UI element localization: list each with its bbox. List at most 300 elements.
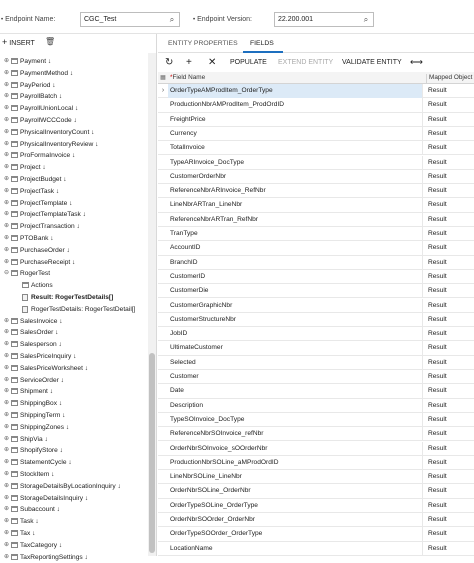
field-name-cell[interactable]: CustomerOrderNbr xyxy=(168,170,423,184)
mapped-object-cell[interactable]: Result xyxy=(428,387,447,395)
table-row[interactable] xyxy=(158,198,474,212)
field-name-cell[interactable]: Date xyxy=(168,384,423,398)
table-row[interactable] xyxy=(158,442,474,456)
tree-item[interactable] xyxy=(0,327,148,339)
table-row[interactable] xyxy=(158,399,474,413)
field-name-cell[interactable]: OrderTypeAMProdItem_OrderType xyxy=(168,84,423,98)
folder-icon xyxy=(11,152,18,158)
tree-item[interactable] xyxy=(0,481,148,493)
mapped-object-cell[interactable]: Result xyxy=(428,215,447,223)
row-selector[interactable] xyxy=(158,513,168,527)
table-row[interactable] xyxy=(158,127,474,141)
expand-icon[interactable]: ⊕ xyxy=(4,494,10,501)
collapse-icon[interactable]: ⊖ xyxy=(4,270,10,277)
tree-item-label: PayrollUnionLocal ↓ xyxy=(20,105,79,113)
tree-item-label: Result: RogerTestDetails[] xyxy=(31,294,114,301)
tree-item-label: PhysicalInventoryCount ↓ xyxy=(20,128,95,136)
tree-item-label: StorageDetailsInquiry ↓ xyxy=(20,494,89,502)
mapped-object-cell[interactable]: Result xyxy=(428,544,447,552)
row-selector[interactable] xyxy=(158,184,168,198)
tree-item-label: RogerTest xyxy=(20,270,51,278)
mapped-object-cell[interactable]: Result xyxy=(428,230,447,237)
field-name-cell[interactable]: ReferenceNbrARInvoice_RefNbr xyxy=(168,184,423,198)
tree-item-label: SalesOrder ↓ xyxy=(20,329,59,337)
table-row[interactable] xyxy=(158,484,474,498)
tree-item[interactable] xyxy=(0,516,148,528)
expand-icon[interactable]: ⊕ xyxy=(4,553,10,560)
expand-icon[interactable]: ⊕ xyxy=(4,471,10,477)
mapped-object-cell[interactable]: Result xyxy=(428,172,447,180)
expand-icon[interactable]: ⊕ xyxy=(4,400,10,407)
row-selector[interactable] xyxy=(158,256,168,270)
expand-icon[interactable]: ⊕ xyxy=(4,530,10,536)
table-row[interactable] xyxy=(158,241,474,255)
folder-icon xyxy=(11,506,18,512)
required-mark: • xyxy=(193,17,196,23)
tree-child-item[interactable] xyxy=(0,280,148,292)
tree-toolbar xyxy=(0,34,157,52)
field-name-cell[interactable]: LineNbrARTran_LineNbr xyxy=(168,198,423,212)
expand-icon[interactable]: ⊕ xyxy=(4,482,10,489)
folder-icon xyxy=(11,176,18,182)
field-name-cell[interactable]: ProductionNbrSOLine_aMProdOrdID xyxy=(168,456,423,470)
field-name-cell[interactable]: OrderNbrSOOrder_OrderNbr xyxy=(168,513,423,527)
expand-icon[interactable]: ⊕ xyxy=(4,81,10,88)
tree-item-label: PurchaseReceipt ↓ xyxy=(20,258,76,266)
field-name-cell[interactable]: ReferenceNbrARTran_RefNbr xyxy=(168,213,423,227)
plus-icon: + xyxy=(2,37,8,47)
entity-tree-panel xyxy=(0,34,157,561)
mapped-object-cell[interactable]: Result xyxy=(428,187,447,195)
endpoint-version-field[interactable] xyxy=(274,12,374,27)
folder-icon xyxy=(11,318,18,324)
active-row-marker[interactable]: › xyxy=(161,87,165,94)
table-row[interactable] xyxy=(158,184,474,198)
folder-icon xyxy=(11,353,18,359)
row-selector[interactable] xyxy=(158,313,168,327)
tree-item-label: PayrollBatch ↓ xyxy=(20,93,63,101)
table-row[interactable] xyxy=(158,299,474,313)
row-selector[interactable] xyxy=(158,270,168,284)
grid-header xyxy=(158,72,474,84)
expand-icon[interactable]: ⊕ xyxy=(4,93,10,100)
tree-item-label: Shipment ↓ xyxy=(20,388,53,396)
tree-item[interactable] xyxy=(0,316,148,328)
table-row[interactable] xyxy=(158,427,474,441)
mapped-object-cell[interactable]: Result xyxy=(428,516,447,523)
folder-icon xyxy=(11,483,18,489)
expand-icon[interactable]: ⊕ xyxy=(4,223,10,230)
folder-icon xyxy=(11,259,18,265)
field-name-cell[interactable]: TypeSOInvoice_DocType xyxy=(168,413,423,427)
tree-item[interactable] xyxy=(0,209,148,221)
tree-item[interactable] xyxy=(0,552,148,563)
row-selector[interactable] xyxy=(158,356,168,370)
row-selector[interactable] xyxy=(158,113,168,127)
field-name-cell[interactable]: LineNbrSOLine_LineNbr xyxy=(168,470,423,484)
tree-item[interactable] xyxy=(0,103,148,115)
tree-child-item[interactable] xyxy=(0,292,148,304)
tree-item[interactable] xyxy=(0,386,148,398)
tree-item[interactable] xyxy=(0,257,148,269)
folder-icon xyxy=(11,341,18,347)
endpoint-version-value: 22.200.001 xyxy=(278,16,314,23)
table-row[interactable] xyxy=(158,456,474,470)
field-name-cell[interactable]: CustomerID xyxy=(168,270,423,284)
row-selector[interactable] xyxy=(158,527,168,541)
tree-item[interactable] xyxy=(0,351,148,363)
folder-icon xyxy=(11,412,18,418)
field-name-cell[interactable]: ReferenceNbrSOInvoice_refNbr xyxy=(168,427,423,441)
tree-item[interactable] xyxy=(0,504,148,516)
table-row[interactable] xyxy=(158,470,474,484)
tree-item[interactable] xyxy=(0,174,148,186)
folder-icon xyxy=(11,436,18,442)
mapped-object-cell[interactable]: Result xyxy=(428,201,447,209)
tree-item-label: ShippingTerm ↓ xyxy=(20,412,66,419)
mapped-object-cell[interactable]: Result xyxy=(428,287,447,295)
mapped-object-cell[interactable]: Result xyxy=(428,401,447,409)
mapped-object-cell[interactable]: Result xyxy=(428,315,447,323)
row-selector[interactable] xyxy=(158,170,168,184)
expand-icon[interactable]: ⊕ xyxy=(4,317,10,324)
expand-icon[interactable]: ⊕ xyxy=(4,376,10,383)
tree-item[interactable] xyxy=(0,339,148,351)
expand-icon[interactable]: ⊕ xyxy=(4,246,10,253)
endpoint-name-field[interactable] xyxy=(80,12,180,27)
folder-icon xyxy=(11,377,18,383)
tree-item[interactable] xyxy=(0,186,148,198)
field-name-cell[interactable]: OrderTypeSOLine_OrderType xyxy=(168,499,423,513)
table-row[interactable] xyxy=(158,341,474,355)
expand-icon[interactable]: ⊕ xyxy=(4,140,10,147)
folder-icon xyxy=(11,270,18,276)
row-selector[interactable] xyxy=(158,399,168,413)
field-name-cell[interactable]: AccountID xyxy=(168,241,423,255)
mapped-object-cell[interactable]: Result xyxy=(428,358,447,366)
field-name-cell[interactable]: TotalInvoice xyxy=(168,141,423,155)
expand-icon[interactable]: ⊕ xyxy=(4,388,10,395)
expand-icon[interactable]: ⊕ xyxy=(4,199,10,206)
folder-icon xyxy=(11,329,18,335)
search-icon[interactable]: ⌕ xyxy=(363,15,369,24)
extend-entity-button[interactable]: EXTEND ENTITY xyxy=(278,59,334,66)
insert-button[interactable] xyxy=(2,37,35,47)
expand-icon[interactable]: ⊕ xyxy=(4,459,10,466)
table-row[interactable] xyxy=(158,284,474,298)
mapped-object-cell[interactable]: Result xyxy=(428,258,447,266)
table-row[interactable] xyxy=(158,542,474,556)
table-row[interactable] xyxy=(158,356,474,370)
mapped-object-cell[interactable]: Result xyxy=(428,373,447,380)
tree-item[interactable] xyxy=(0,422,148,434)
tree-item[interactable] xyxy=(0,375,148,387)
row-selector[interactable] xyxy=(158,456,168,470)
expand-icon[interactable]: ⊕ xyxy=(4,541,10,548)
table-row[interactable] xyxy=(158,113,474,127)
add-icon[interactable]: + xyxy=(186,57,192,68)
tree-item[interactable] xyxy=(0,198,148,210)
mapped-object-cell[interactable]: Result xyxy=(428,87,447,94)
expand-icon[interactable]: ⊕ xyxy=(4,117,10,123)
field-name-cell[interactable]: Customer xyxy=(168,370,423,384)
field-name-cell[interactable]: Currency xyxy=(168,127,423,141)
tree-item-label: ProjectBudget ↓ xyxy=(20,176,67,183)
expand-icon[interactable]: ⊕ xyxy=(4,258,10,265)
expand-icon[interactable]: ⊕ xyxy=(4,447,10,454)
expand-icon[interactable]: ⊕ xyxy=(4,235,10,241)
grid-menu-icon[interactable]: ▦ xyxy=(160,75,166,81)
tree-item[interactable] xyxy=(0,469,148,481)
tree-item[interactable] xyxy=(0,434,148,446)
field-name-cell[interactable]: Description xyxy=(168,399,423,413)
field-name-cell[interactable]: BranchID xyxy=(168,256,423,270)
tab-bar xyxy=(158,34,474,53)
field-name-cell[interactable]: TypeARInvoice_DocType xyxy=(168,156,423,170)
field-name-header[interactable] xyxy=(170,74,205,81)
table-row[interactable] xyxy=(158,527,474,541)
expand-icon[interactable]: ⊕ xyxy=(4,329,10,336)
row-selector[interactable] xyxy=(158,327,168,341)
expand-icon[interactable]: ⊕ xyxy=(4,211,10,218)
expand-icon[interactable]: ⊕ xyxy=(4,164,10,171)
field-name-header-label: Field Name xyxy=(172,74,206,81)
tree-item[interactable] xyxy=(0,540,148,552)
mapped-object-cell[interactable]: Result xyxy=(428,129,447,137)
expand-icon[interactable]: ⊕ xyxy=(4,353,10,359)
tree-item-label: PayrollWCCCode ↓ xyxy=(20,117,77,124)
table-row[interactable] xyxy=(158,370,474,384)
folder-icon xyxy=(11,424,18,430)
expand-icon[interactable]: ⊕ xyxy=(4,423,10,430)
tree-item[interactable] xyxy=(0,162,148,174)
mapped-object-cell[interactable]: Result xyxy=(428,458,447,466)
row-selector[interactable] xyxy=(158,384,168,398)
row-selector[interactable] xyxy=(158,227,168,241)
row-selector[interactable] xyxy=(158,370,168,384)
expand-icon[interactable]: ⊕ xyxy=(4,128,10,135)
table-row[interactable] xyxy=(158,213,474,227)
field-name-cell[interactable]: JobID xyxy=(168,327,423,341)
endpoint-name-label-text: Endpoint Name: xyxy=(5,16,56,23)
tree-item[interactable] xyxy=(0,233,148,245)
field-name-cell[interactable]: OrderTypeSOOrder_OrderType xyxy=(168,527,423,541)
tree-item[interactable] xyxy=(0,363,148,375)
folder-icon xyxy=(11,188,18,194)
mapped-object-cell[interactable]: Result xyxy=(428,244,447,252)
folder-icon xyxy=(11,93,18,99)
mapped-object-cell[interactable]: Result xyxy=(428,444,447,452)
folder-icon xyxy=(11,235,18,241)
expand-icon[interactable]: ⊕ xyxy=(4,152,10,159)
mapped-object-cell[interactable]: Result xyxy=(428,501,447,509)
tree-item[interactable] xyxy=(0,457,148,469)
mapped-object-cell[interactable]: Result xyxy=(428,158,447,166)
row-selector[interactable] xyxy=(158,284,168,298)
tree-item[interactable] xyxy=(0,221,148,233)
row-selector[interactable] xyxy=(158,198,168,212)
tree-item[interactable] xyxy=(0,528,148,540)
tree-item[interactable] xyxy=(0,150,148,162)
row-selector[interactable] xyxy=(158,542,168,556)
tree-item-label: SalesPriceWorksheet ↓ xyxy=(20,364,89,372)
tab-fields[interactable]: FIELDS xyxy=(250,40,274,47)
expand-icon[interactable]: ⊕ xyxy=(4,518,10,525)
mapped-object-header[interactable]: Mapped Object xyxy=(426,74,472,84)
row-selector[interactable] xyxy=(158,484,168,498)
table-row[interactable] xyxy=(158,513,474,527)
tree-item-label: PayPeriod ↓ xyxy=(20,81,56,89)
tree-item[interactable] xyxy=(0,493,148,505)
field-name-cell[interactable]: Selected xyxy=(168,356,423,370)
tree-item[interactable] xyxy=(0,245,148,257)
folder-icon xyxy=(11,471,18,477)
tree-item-label: ProjectTemplateTask ↓ xyxy=(20,211,86,219)
table-row[interactable] xyxy=(158,227,474,241)
row-selector[interactable] xyxy=(158,427,168,441)
tree-item[interactable] xyxy=(0,115,148,127)
expand-icon[interactable]: ⊕ xyxy=(4,187,10,194)
tree-item[interactable] xyxy=(0,139,148,151)
refresh-icon[interactable]: ↻ xyxy=(165,57,174,68)
expand-icon[interactable]: ⊕ xyxy=(4,58,10,64)
row-selector[interactable] xyxy=(158,241,168,255)
table-row[interactable] xyxy=(158,327,474,341)
row-selector[interactable] xyxy=(158,341,168,355)
row-selector[interactable] xyxy=(158,442,168,456)
tree-scrollbar-thumb[interactable] xyxy=(149,353,155,553)
field-name-cell[interactable]: CustomerStructureNbr xyxy=(168,313,423,327)
tree-item-label: RogerTestDetails: RogerTestDetail[] xyxy=(31,305,136,313)
row-selector[interactable] xyxy=(158,413,168,427)
tree-item[interactable] xyxy=(0,80,148,92)
trash-icon[interactable]: 🗑 xyxy=(45,37,56,46)
table-row[interactable] xyxy=(158,141,474,155)
expand-icon[interactable]: ⊕ xyxy=(4,176,10,182)
mapped-object-cell[interactable]: Result xyxy=(428,330,447,338)
folder-icon xyxy=(11,58,18,64)
folder-icon xyxy=(11,223,18,229)
folder-icon xyxy=(11,388,18,394)
row-selector[interactable] xyxy=(158,141,168,155)
tree-item-label: ProFormaInvoice ↓ xyxy=(20,152,76,160)
folder-icon xyxy=(11,70,18,76)
field-name-cell[interactable]: ProductionNbrAMProdItem_ProdOrdID xyxy=(168,98,423,112)
table-row[interactable] xyxy=(158,84,474,98)
expand-icon[interactable]: ⊕ xyxy=(4,341,10,348)
table-row[interactable] xyxy=(158,270,474,284)
field-name-cell[interactable]: UltimateCustomer xyxy=(168,341,423,355)
tree-item[interactable] xyxy=(0,127,148,139)
field-name-cell[interactable]: OrderNbrSOLine_OrderNbr xyxy=(168,484,423,498)
required-mark: • xyxy=(1,17,4,23)
row-selector[interactable] xyxy=(158,98,168,112)
expand-icon[interactable]: ⊕ xyxy=(4,412,10,418)
tree-item-label: StorageDetailsByLocationInquiry ↓ xyxy=(20,482,121,490)
tree-item[interactable] xyxy=(0,268,148,280)
row-selector[interactable] xyxy=(158,213,168,227)
tree-item[interactable] xyxy=(0,56,148,68)
tree-item[interactable] xyxy=(0,68,148,80)
field-name-cell[interactable]: FreightPrice xyxy=(168,113,423,127)
tree-item[interactable] xyxy=(0,91,148,103)
field-name-cell[interactable]: CustomerDie xyxy=(168,284,423,298)
field-name-cell[interactable]: CustomerGraphicNbr xyxy=(168,299,423,313)
field-name-cell[interactable]: OrderNbrSOInvoice_sOOrderNbr xyxy=(168,442,423,456)
mapped-object-cell[interactable]: Result xyxy=(428,101,447,109)
tree-item-label: Tax ↓ xyxy=(20,530,36,537)
field-name-cell[interactable]: TranType xyxy=(168,227,423,241)
mapped-object-cell[interactable]: Result xyxy=(428,144,447,152)
collection-icon xyxy=(22,294,28,301)
mapped-object-cell[interactable]: Result xyxy=(428,473,447,481)
table-row[interactable] xyxy=(158,413,474,427)
table-row[interactable] xyxy=(158,313,474,327)
mapped-object-cell[interactable]: Result xyxy=(428,430,447,438)
expand-icon[interactable]: ⊕ xyxy=(4,506,10,513)
mapped-object-cell[interactable]: Result xyxy=(428,530,447,538)
mapped-object-cell[interactable]: Result xyxy=(428,115,447,123)
table-row[interactable] xyxy=(158,384,474,398)
table-row[interactable] xyxy=(158,256,474,270)
expand-icon[interactable]: ⊕ xyxy=(4,105,10,112)
folder-icon xyxy=(11,400,18,406)
mapped-object-cell[interactable]: Result xyxy=(428,487,447,495)
tree-item-label: Payment ↓ xyxy=(20,58,52,65)
table-row[interactable] xyxy=(158,499,474,513)
close-icon[interactable]: ✕ xyxy=(208,57,217,68)
mapped-object-cell[interactable]: Result xyxy=(428,301,447,309)
field-name-cell[interactable]: LocationName xyxy=(168,542,423,556)
tree-item[interactable] xyxy=(0,410,148,422)
tree-item-label: ProjectTask ↓ xyxy=(20,187,60,195)
tree-child-item[interactable] xyxy=(0,304,148,316)
tree-item-label: TaxCategory ↓ xyxy=(20,541,63,549)
tree-item[interactable] xyxy=(0,398,148,410)
expand-icon[interactable]: ⊕ xyxy=(4,69,10,76)
fit-columns-icon[interactable]: ⟷ xyxy=(410,57,423,67)
row-selector[interactable] xyxy=(158,470,168,484)
populate-button[interactable]: POPULATE xyxy=(230,59,267,66)
folder-icon xyxy=(11,82,18,88)
search-icon[interactable]: ⌕ xyxy=(169,15,175,24)
folder-icon xyxy=(22,282,29,288)
tree-item-label: PurchaseOrder ↓ xyxy=(20,246,70,254)
row-selector[interactable] xyxy=(158,127,168,141)
tree-scrollbar[interactable] xyxy=(148,53,156,556)
validate-entity-button[interactable]: VALIDATE ENTITY xyxy=(342,59,402,66)
mapped-object-cell[interactable]: Result xyxy=(428,272,447,280)
folder-icon xyxy=(11,117,18,123)
row-selector[interactable] xyxy=(158,299,168,313)
table-row[interactable] xyxy=(158,156,474,170)
collection-icon xyxy=(22,306,28,313)
table-row[interactable] xyxy=(158,98,474,112)
mapped-object-cell[interactable]: Result xyxy=(428,344,447,352)
mapped-object-cell[interactable]: Result xyxy=(428,415,447,423)
tree-item-label: StockItem ↓ xyxy=(20,471,55,478)
folder-icon xyxy=(11,530,18,536)
expand-icon[interactable]: ⊕ xyxy=(4,364,10,371)
expand-icon[interactable]: ⊕ xyxy=(4,435,10,442)
table-row[interactable] xyxy=(158,170,474,184)
row-selector[interactable] xyxy=(158,156,168,170)
row-selector[interactable] xyxy=(158,499,168,513)
folder-icon xyxy=(11,542,18,548)
tab-entity-properties[interactable]: ENTITY PROPERTIES xyxy=(168,40,238,47)
tree-item[interactable] xyxy=(0,445,148,457)
tree-item-label: ProjectTransaction ↓ xyxy=(20,223,80,231)
